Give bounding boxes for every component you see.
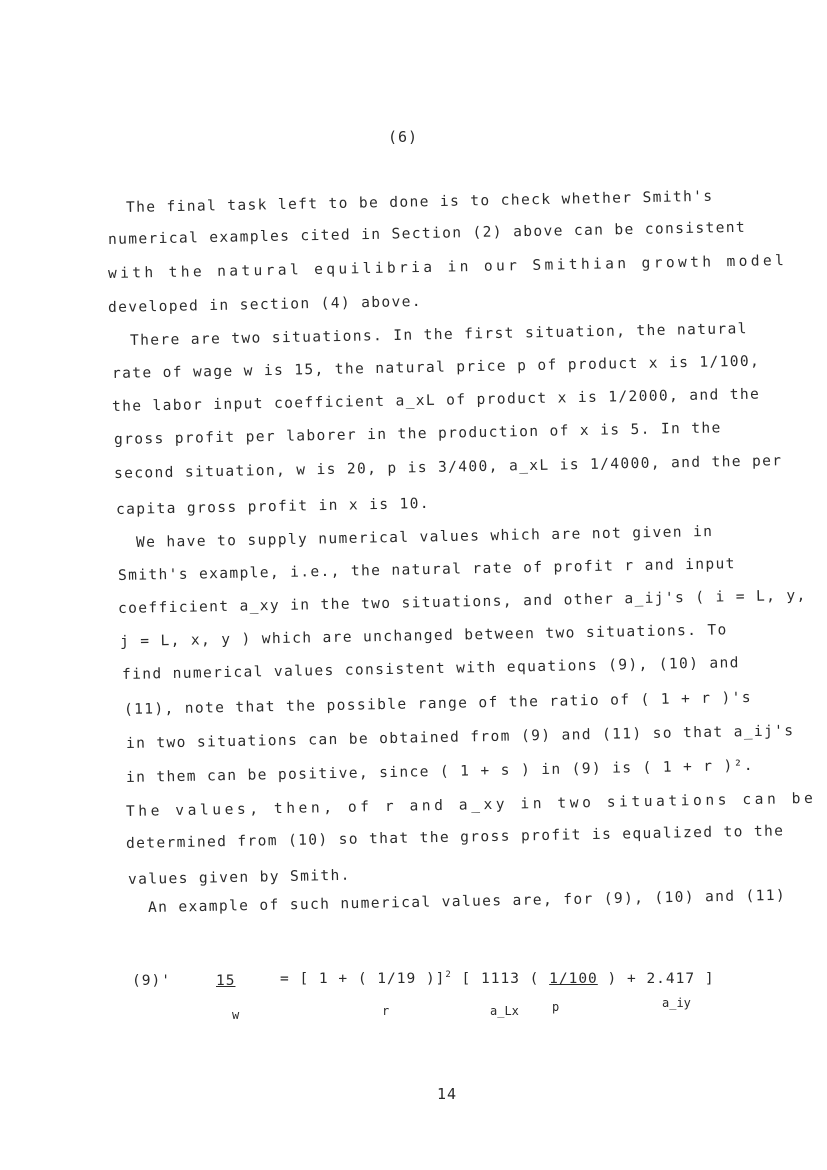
paragraph-line: find numerical values consistent with equations (9), (10) and [121,655,740,683]
section-number: (6) [388,128,419,146]
paragraph-line: rate of wage w is 15, the natural price p of product x is 1/100, [111,353,761,382]
paragraph-line: coefficient a_xy in the two situations, and other a_ij's ( i = L, y, [117,587,807,617]
equation-sub-r: r [382,1004,390,1018]
paragraph-line: The final task left to be done is to check whether Smith's [125,188,714,216]
paragraph-line: (11), note that the possible range of the ratio of ( 1 + r )'s [123,689,753,718]
equation-sub-alx: a_Lx [490,1004,519,1018]
paragraph-line: in two situations can be obtained from (9) and (11) so that a_ij's [125,723,795,752]
paragraph-line: Smith's example, i.e., the natural rate of profit r and input [117,556,736,584]
paragraph-line: second situation, w is 20, p is 3/400, a_xL is 1/4000, and the per [113,453,783,482]
equation-numerator: 15 [216,973,236,989]
paragraph-line: the labor input coefficient a_xL of product x is 1/2000, and the [111,386,761,415]
paragraph-line: There are two situations. In the first situation, the natural [129,321,748,349]
equation-sub-aiy: a_iy [662,996,691,1010]
paragraph-line: The values, then, of r and a_xy in two situations can be [125,790,817,820]
equation-rhs: = [ 1 + ( 1/19 )]$^2$ [ 1113 ( 1/100 ) + 2.417 ] [280,970,715,987]
paragraph-line: determined from (10) so that the gross profit is equalized to the [125,823,785,852]
page-number: 14 [437,1085,458,1103]
paragraph-line: values given by Smith. [127,867,351,888]
paragraph-line: numerical examples cited in Section (2) above can be consistent [107,219,747,248]
paragraph-line: capita gross profit in x is 10. [115,495,431,518]
paragraph-line: j = L, x, y ) which are unchanged between two situations. To [119,622,728,650]
paragraph-line: We have to supply numerical values which are not given in [135,523,714,551]
equation-label: (9)' [132,973,171,989]
paragraph-line: with the natural equilibria in our Smithian growth model [107,252,788,282]
paragraph-line: in them can be positive, since ( 1 + s ) in (9) is ( 1 + r )². [125,757,755,786]
equation-sub-w: w [232,1008,240,1022]
paragraph-line: gross profit per laborer in the production of x is 5. In the [113,420,722,448]
equation-sub-p: p [552,1000,560,1014]
paragraph-line: developed in section (4) above. [107,293,423,316]
paragraph-line: An example of such numerical values are, for (9), (10) and (11) [147,887,787,916]
